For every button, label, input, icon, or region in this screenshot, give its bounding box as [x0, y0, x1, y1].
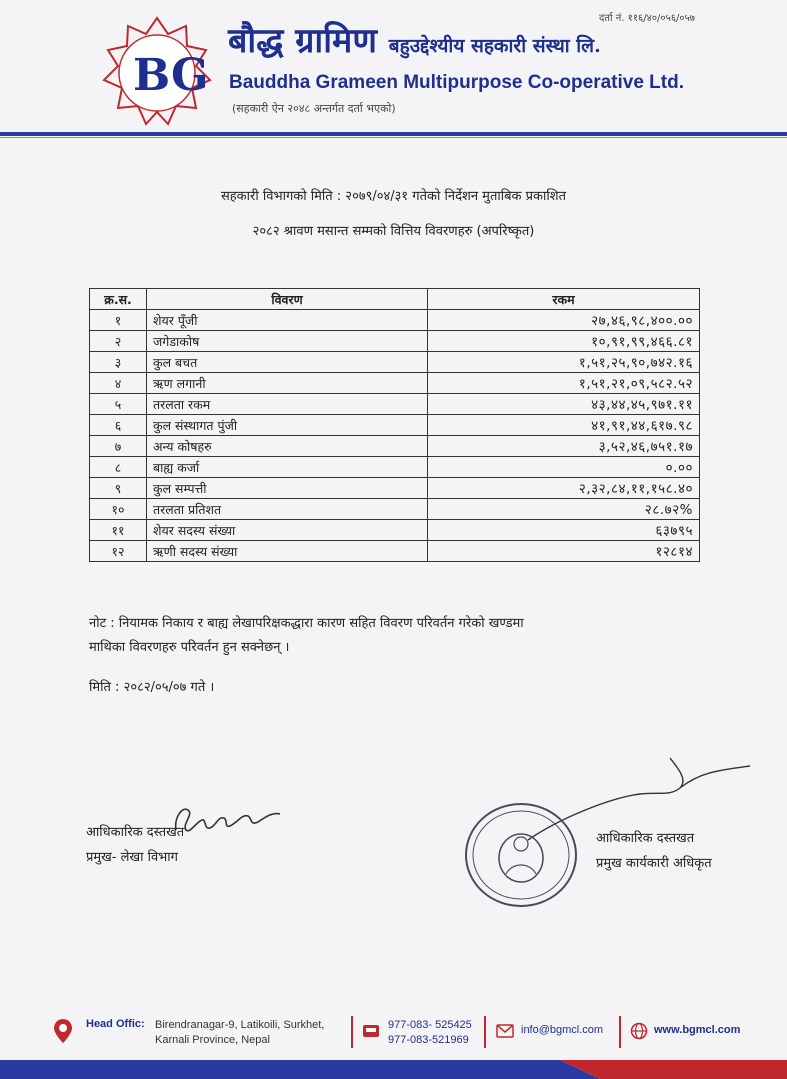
header-serial: क्र.स.	[90, 289, 147, 310]
handwritten-signature-left	[168, 800, 288, 840]
row-amount: २,३२,८४,११,१५८.४०	[428, 478, 700, 499]
intro-line-1: सहकारी विभागको मिति : २०७९/०४/३१ गतेको निर्देशन मुताबिक प्रकाशित	[220, 189, 566, 204]
row-serial: १०	[90, 499, 147, 520]
table-row	[90, 520, 700, 541]
signature-title-right: आधिकारिक दस्तखत	[596, 831, 695, 846]
row-serial: ७	[90, 436, 147, 457]
table-row	[90, 352, 700, 373]
signature-title-left: आधिकारिक दस्तखत	[86, 825, 185, 840]
footer-separator	[351, 1016, 353, 1048]
issue-date: मिति : २०८२/०५/०७ गते ।	[89, 680, 215, 695]
row-serial: ९	[90, 478, 147, 499]
row-description: जगेडाकोष	[147, 331, 428, 352]
row-description: कुल संस्थागत पुंजी	[147, 415, 428, 436]
website-link[interactable]: www.bgmcl.com	[654, 1024, 741, 1036]
signature-block-right	[596, 826, 712, 876]
row-serial: ६	[90, 415, 147, 436]
row-serial: ११	[90, 520, 147, 541]
row-serial: ५	[90, 394, 147, 415]
org-name-nepali-main: बौद्ध ग्रामिण	[228, 21, 377, 61]
letterhead	[0, 0, 787, 140]
footer-separator	[484, 1016, 486, 1048]
table-row	[90, 436, 700, 457]
disclaimer-note	[89, 612, 709, 660]
row-description: अन्य कोषहरु	[147, 436, 428, 457]
row-serial: ८	[90, 457, 147, 478]
row-description: शेयर पूँजी	[147, 310, 428, 331]
org-name-english: Bauddha Grameen Multipurpose Co-operative Ltd.	[229, 72, 684, 93]
row-amount: २७,४६,९८,४००.००	[428, 310, 700, 331]
row-serial: ३	[90, 352, 147, 373]
signature-role-right: प्रमुख कार्यकारी अधिकृत	[596, 856, 712, 871]
footer-color-band	[0, 1054, 787, 1079]
footer-separator	[619, 1016, 621, 1048]
row-amount: १,५१,२५,९०,७४२.१६	[428, 352, 700, 373]
globe-icon	[630, 1022, 648, 1040]
row-amount: ४३,४४,४५,९७१.११	[428, 394, 700, 415]
row-description: तरलता प्रतिशत	[147, 499, 428, 520]
official-seal-stamp	[462, 800, 580, 910]
table-header-row	[90, 289, 700, 310]
row-description: बाह्य कर्जा	[147, 457, 428, 478]
phone-number-1[interactable]: 977-083- 525425	[388, 1019, 472, 1031]
header-description: विवरण	[147, 289, 428, 310]
act-note: (सहकारी ऐन २०४८ अन्तर्गत दर्ता भएको)	[232, 102, 396, 115]
logo-letter-b: BG	[133, 50, 209, 101]
phone-icon	[362, 1022, 380, 1040]
row-serial: १	[90, 310, 147, 331]
email-link[interactable]: info@bgmcl.com	[521, 1024, 604, 1036]
header-divider-thin	[0, 137, 787, 138]
row-description: ऋण लगानी	[147, 373, 428, 394]
table-row	[90, 499, 700, 520]
row-description: तरलता रकम	[147, 394, 428, 415]
row-amount: १०,९१,९९,४६६.८१	[428, 331, 700, 352]
location-pin-icon	[52, 1018, 74, 1044]
row-amount: ३,५२,४६,७५१.१७	[428, 436, 700, 457]
header-divider	[0, 132, 787, 136]
signature-role-left: प्रमुख- लेखा विभाग	[86, 850, 178, 865]
row-amount: २८.७२%	[428, 499, 700, 520]
head-office-label: Head Offic:	[86, 1018, 145, 1030]
table-row	[90, 394, 700, 415]
table-row	[90, 331, 700, 352]
row-description: कुल सम्पत्ती	[147, 478, 428, 499]
table-row	[90, 373, 700, 394]
table-row	[90, 310, 700, 331]
org-name-nepali-suffix: बहुउद्देश्यीय सहकारी संस्था लि.	[388, 35, 601, 57]
note-line-2: माथिका विवरणहरु परिवर्तन हुन सक्नेछन् ।	[89, 640, 290, 655]
table-row	[90, 457, 700, 478]
row-description: ऋणी सदस्य संख्या	[147, 541, 428, 562]
address-line-1: Birendranagar-9, Latikoili, Surkhet,	[155, 1019, 325, 1031]
row-description: शेयर सदस्य संख्या	[147, 520, 428, 541]
address-line-2: Karnali Province, Nepal	[155, 1034, 270, 1046]
row-serial: १२	[90, 541, 147, 562]
signature-block-left	[86, 820, 184, 870]
row-serial: ४	[90, 373, 147, 394]
row-amount: १२८१४	[428, 541, 700, 562]
organization-logo	[98, 14, 216, 132]
row-amount: ६३७९५	[428, 520, 700, 541]
table-row	[90, 478, 700, 499]
table-row	[90, 415, 700, 436]
note-line-1: नोट : नियामक निकाय र बाह्य लेखापरिक्षकद्धारा कारण सहित विवरण परिवर्तन गरेको खण्डमा	[89, 616, 524, 631]
intro-line-2: २०८२ श्रावण मसान्त सम्मको वित्तिय विवरणहरु (अपरिष्कृत)	[252, 224, 535, 239]
header-amount: रकम	[428, 289, 700, 310]
org-name-nepali	[228, 16, 601, 62]
row-amount: ०.००	[428, 457, 700, 478]
financial-statement-table	[89, 288, 700, 562]
footer-contact-bar	[0, 1012, 787, 1052]
row-description: कुल बचत	[147, 352, 428, 373]
registration-number: दर्ता नं. ११६/४०/०५६/०५७	[599, 13, 695, 24]
row-amount: १,५१,२१,०९,५८२.५२	[428, 373, 700, 394]
email-icon	[496, 1024, 514, 1038]
phone-number-2[interactable]: 977-083-521969	[388, 1034, 469, 1046]
row-amount: ४१,९१,४४,६१७.९८	[428, 415, 700, 436]
table-row	[90, 541, 700, 562]
row-serial: २	[90, 331, 147, 352]
